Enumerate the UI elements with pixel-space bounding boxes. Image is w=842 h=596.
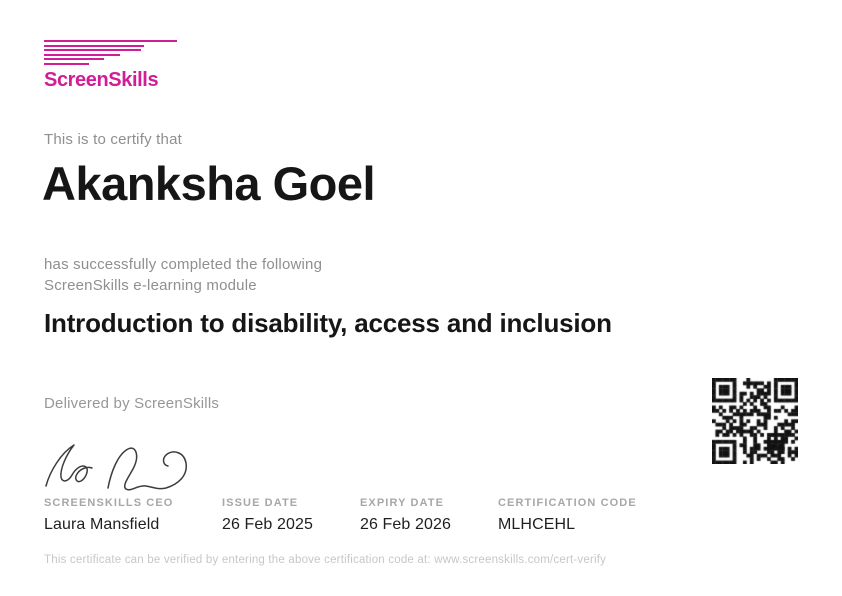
detail-issue-date: [222, 497, 313, 534]
detail-certification-code-value: MLHCEHL: [498, 516, 576, 533]
detail-expiry-date-value: 26 Feb 2026: [360, 516, 451, 533]
detail-certification-code-label: CERTIFICATION CODE: [498, 497, 637, 509]
detail-ceo: [44, 497, 173, 534]
completion-statement-line1: has successfully completed the following: [44, 256, 323, 273]
certify-intro-text: This is to certify that: [44, 131, 182, 148]
detail-expiry-date-label: EXPIRY DATE: [360, 497, 445, 509]
completion-statement-line2: ScreenSkills e-learning module: [44, 277, 257, 294]
handwritten-signature-icon: [36, 436, 198, 494]
logo-wordmark: ScreenSkills: [44, 68, 159, 91]
detail-expiry-date: [360, 497, 451, 534]
detail-ceo-value: Laura Mansfield: [44, 516, 160, 533]
detail-certification-code: [498, 497, 637, 534]
detail-ceo-label: SCREENSKILLS CEO: [44, 497, 174, 509]
speed-lines-logo-mark-icon: [44, 40, 177, 65]
completion-statement: [44, 254, 322, 296]
qr-code-canvas: [712, 378, 798, 464]
detail-issue-date-value: 26 Feb 2025: [222, 516, 313, 533]
detail-issue-date-label: ISSUE DATE: [222, 497, 299, 509]
module-title: Introduction to disability, access and inclusion: [44, 308, 612, 338]
delivered-by-text: Delivered by ScreenSkills: [44, 395, 220, 412]
screenskills-logo: [44, 40, 177, 92]
recipient-name: Akanksha Goel: [42, 157, 376, 210]
details-row: [0, 497, 842, 537]
verify-note-text: This certificate can be verified by entering the above certification code at: www.screenskills.com/cert-verify: [44, 554, 607, 566]
qr-code-icon: [712, 378, 798, 464]
